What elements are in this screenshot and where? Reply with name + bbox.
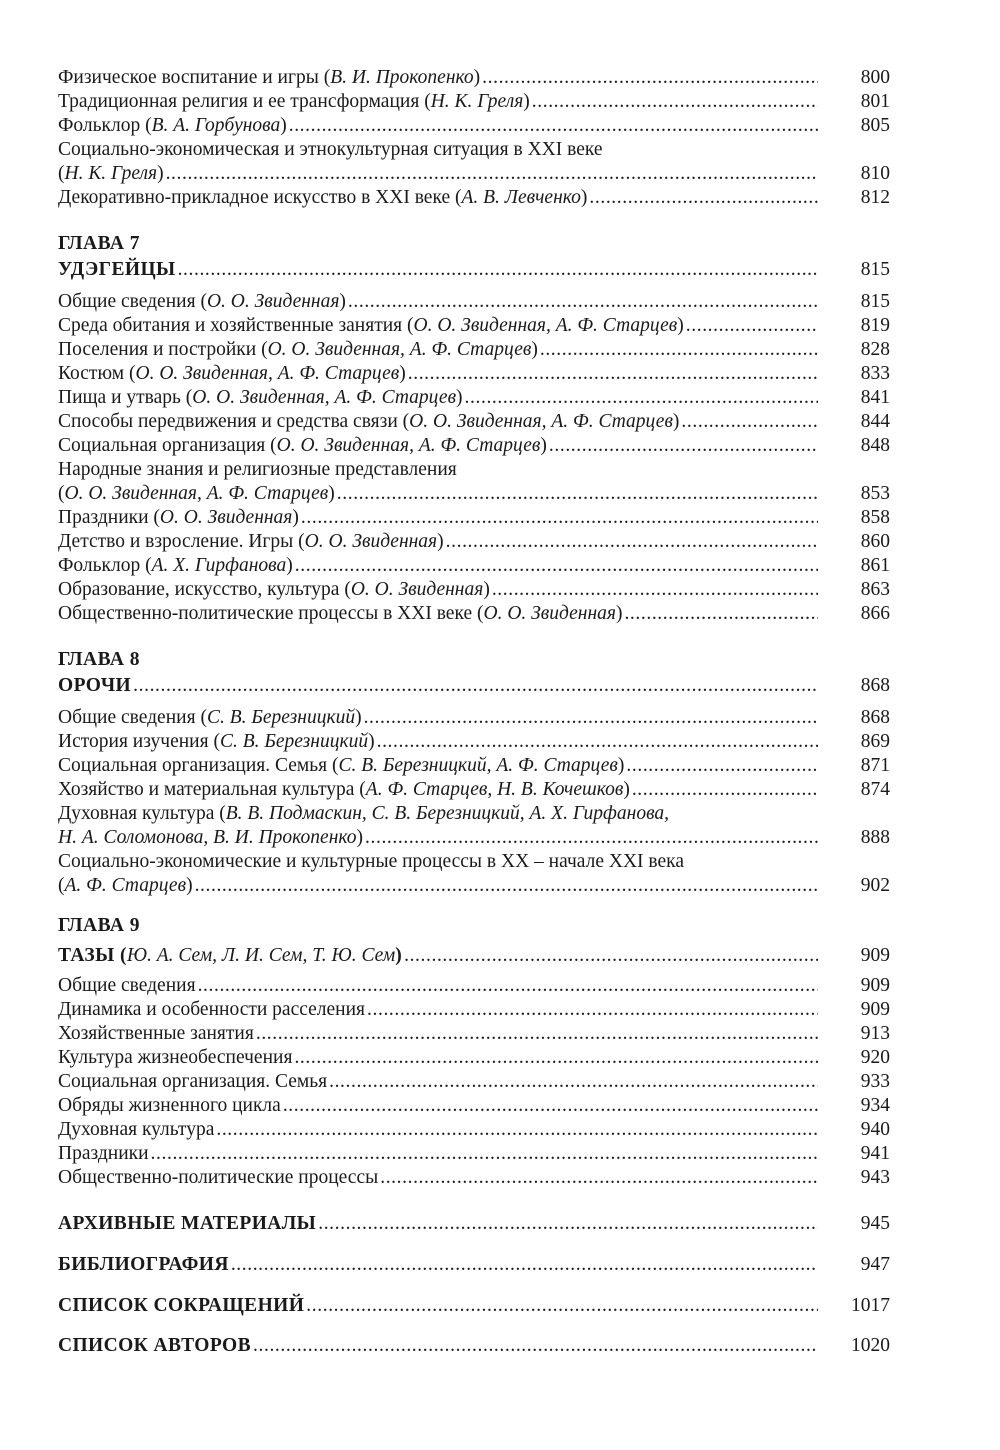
chapter-label: ГЛАВА 7 xyxy=(58,233,141,254)
back-matter-entry[interactable]: СПИСОК СОКРАЩЕНИЙ ..... 1017 xyxy=(58,1294,890,1318)
toc-entry[interactable]: Общие сведения ..... 909 xyxy=(58,974,890,998)
chapter-label: ГЛАВА 8 xyxy=(58,649,141,670)
toc-entry[interactable]: Среда обитания и хозяйственные занятия (О. О. Звиденная, А. Ф. Старцев) ..... 819 xyxy=(58,314,890,338)
chapter-title[interactable]: ТАЗЫ (Ю. А. Сем, Л. И. Сем, Т. Ю. Сем) ..... 909 xyxy=(58,944,890,968)
toc-entry[interactable]: Народные знания и религиозные представления (О. О. Звиденная, А. Ф. Старцев) ..... 853 xyxy=(58,458,890,506)
toc-entry[interactable]: Социальная организация (О. О. Звиденная, А. Ф. Старцев) ..... 848 xyxy=(58,434,890,458)
toc-entry[interactable]: История изучения (С. В. Березницкий) ..... 869 xyxy=(58,730,890,754)
chapter-label: ГЛАВА 9 xyxy=(58,915,141,936)
toc-entry[interactable]: Пища и утварь (О. О. Звиденная, А. Ф. Старцев) ..... 841 xyxy=(58,386,890,410)
toc-entry[interactable]: Социальная организация. Семья ..... 933 xyxy=(58,1070,890,1094)
toc-entry[interactable]: Духовная культура (В. В. Подмаскин, С. В. Березницкий, А. Х. Гирфанова, Н. А. Соломонова, В. И. Прокопенко) ..... 888 xyxy=(58,802,890,850)
toc-entry[interactable]: Фольклор (В. А. Горбунова) ..... 805 xyxy=(58,114,890,138)
toc-entry[interactable]: Детство и взросление. Игры (О. О. Звиденная) ..... 860 xyxy=(58,530,890,554)
toc-entry[interactable]: Праздники ..... 941 xyxy=(58,1142,890,1166)
chapter-title[interactable]: ОРОЧИ ..... 868 xyxy=(58,674,890,698)
toc-entry[interactable]: Культура жизнеобеспечения ..... 920 xyxy=(58,1046,890,1070)
toc-entry[interactable]: Хозяйственные занятия ..... 913 xyxy=(58,1022,890,1046)
back-matter-entry[interactable]: АРХИВНЫЕ МАТЕРИАЛЫ ..... 945 xyxy=(58,1212,890,1236)
toc-entry[interactable]: Общие сведения (С. В. Березницкий) ..... 868 xyxy=(58,706,890,730)
toc-entry[interactable]: Костюм (О. О. Звиденная, А. Ф. Старцев) ..... 833 xyxy=(58,362,890,386)
chapter-title[interactable]: УДЭГЕЙЦЫ ..... 815 xyxy=(58,258,890,282)
toc-entry[interactable]: Декоративно-прикладное искусство в XXI веке (А. В. Левченко) ..... 812 xyxy=(58,186,890,210)
toc-entry[interactable]: Физическое воспитание и игры (В. И. Прокопенко) ..... 800 xyxy=(58,66,890,90)
toc-entry[interactable]: Традиционная религия и ее трансформация (Н. К. Греля) ..... 801 xyxy=(58,90,890,114)
toc-entry[interactable]: Социально-экономические и культурные процессы в XX – начале XXI века (А. Ф. Старцев) ..... 902 xyxy=(58,850,890,898)
toc-entry[interactable]: Социально-экономическая и этнокультурная ситуация в XXI веке (Н. К. Греля) ..... 810 xyxy=(58,138,890,186)
toc-entry[interactable]: Способы передвижения и средства связи (О. О. Звиденная, А. Ф. Старцев) ..... 844 xyxy=(58,410,890,434)
toc-entry[interactable]: Общественно-политические процессы в XXI веке (О. О. Звиденная) ..... 866 xyxy=(58,602,890,626)
toc-entry[interactable]: Духовная культура ..... 940 xyxy=(58,1118,890,1142)
back-matter-entry[interactable]: БИБЛИОГРАФИЯ ..... 947 xyxy=(58,1253,890,1277)
toc-entry[interactable]: Хозяйство и материальная культура (А. Ф. Старцев, Н. В. Кочешков) ..... 874 xyxy=(58,778,890,802)
toc-entry[interactable]: Динамика и особенности расселения ..... 909 xyxy=(58,998,890,1022)
toc-entry[interactable]: Фольклор (А. Х. Гирфанова) ..... 861 xyxy=(58,554,890,578)
toc-entry[interactable]: Социальная организация. Семья (С. В. Березницкий, А. Ф. Старцев) ..... 871 xyxy=(58,754,890,778)
toc-entry[interactable]: Общественно-политические процессы ..... 943 xyxy=(58,1166,890,1190)
toc-entry[interactable]: Праздники (О. О. Звиденная) ..... 858 xyxy=(58,506,890,530)
toc-entry[interactable]: Обряды жизненного цикла ..... 934 xyxy=(58,1094,890,1118)
toc-entry[interactable]: Образование, искусство, культура (О. О. Звиденная) ..... 863 xyxy=(58,578,890,602)
toc-entry[interactable]: Поселения и постройки (О. О. Звиденная, А. Ф. Старцев) ..... 828 xyxy=(58,338,890,362)
toc-entry[interactable]: Общие сведения (О. О. Звиденная) ..... 815 xyxy=(58,290,890,314)
back-matter-entry[interactable]: СПИСОК АВТОРОВ ..... 1020 xyxy=(58,1334,890,1358)
